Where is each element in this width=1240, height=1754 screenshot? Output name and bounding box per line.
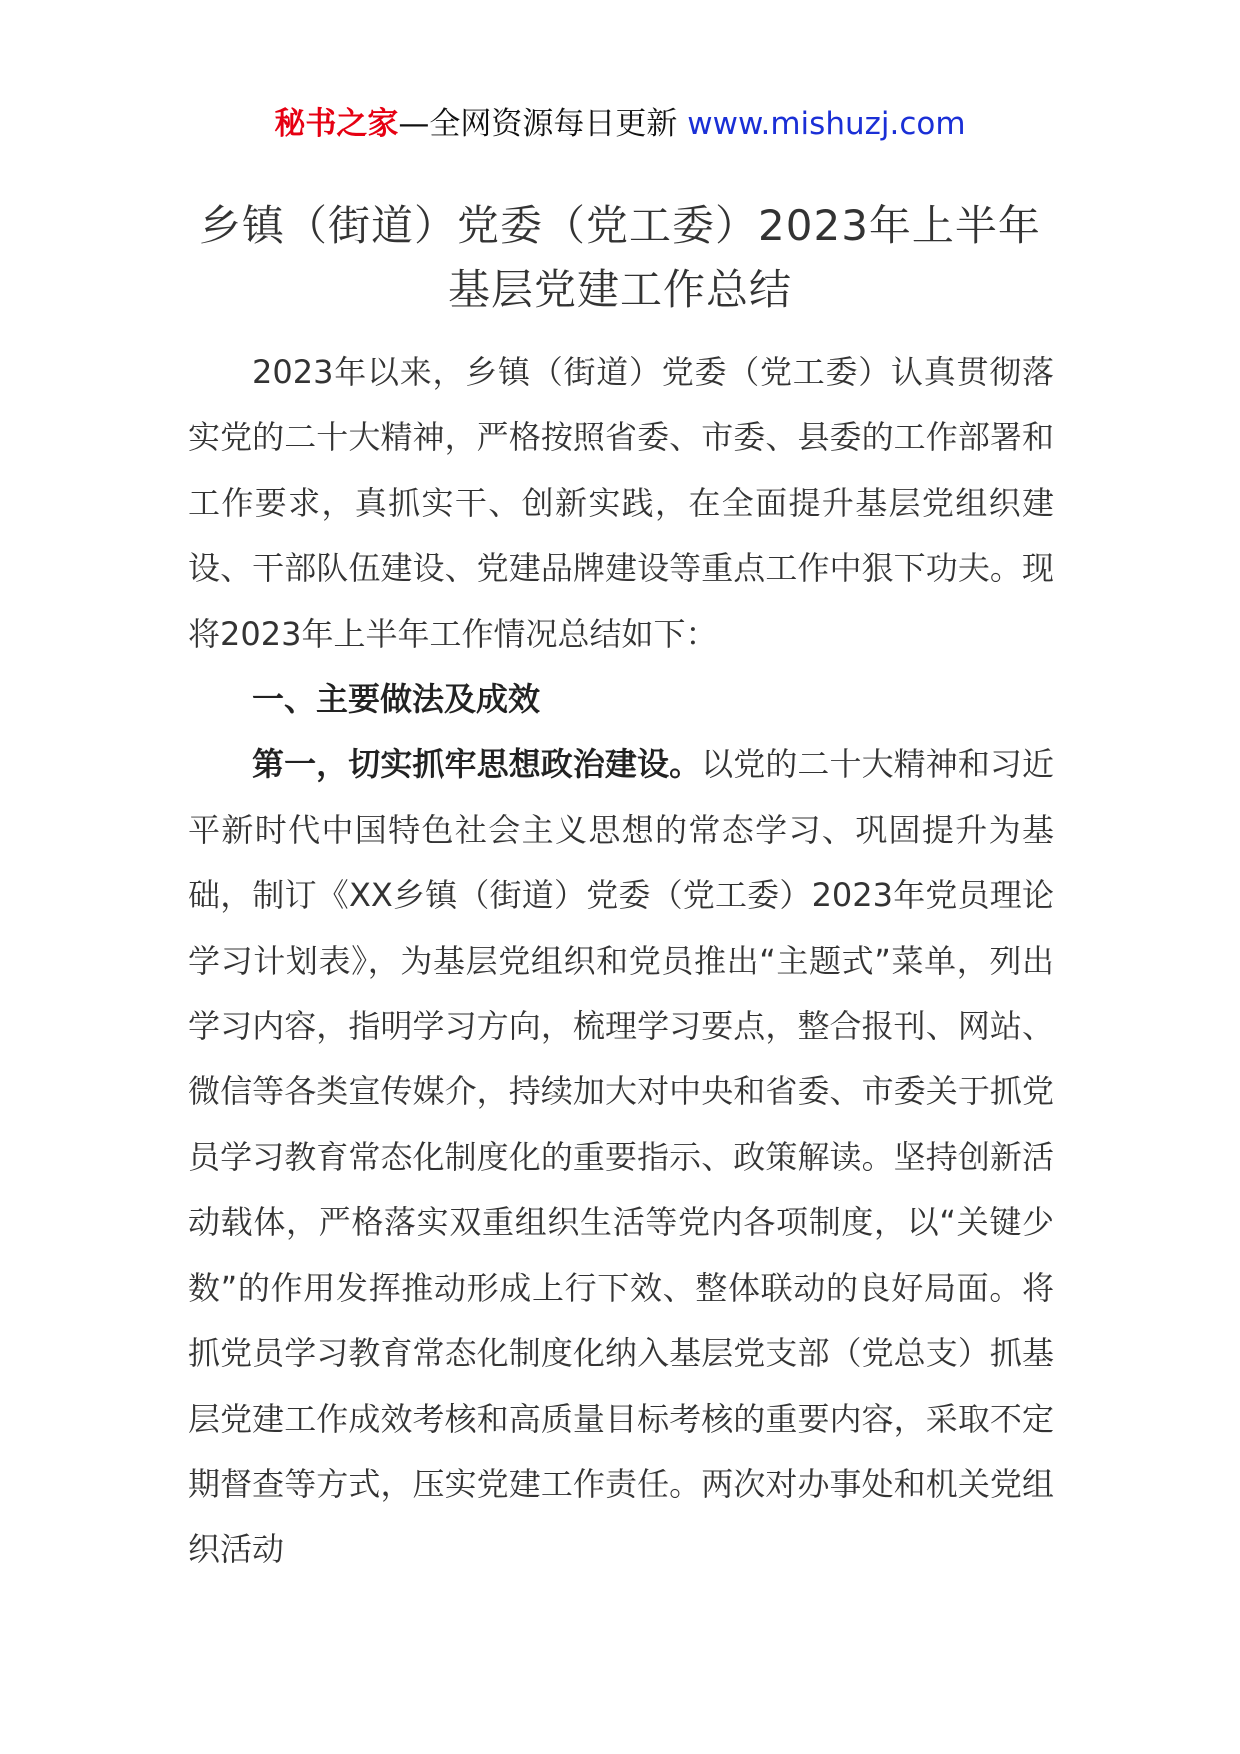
document-title: 乡镇（街道）党委（党工委）2023年上半年基层党建工作总结 <box>199 201 1041 314</box>
item-lead: 第一，切实抓牢思想政治建设。 <box>252 745 702 784</box>
item-body: 以党的二十大精神和习近平新时代中国特色社会主义思想的常态学习、巩固提升为基础，制订《XX乡镇（街道）党委（党工委）2023年党员理论学习计划表》，为基层党组织和党员推出“主题式”菜单，列出学习内容，指明学习方向，梳理学习要点，整合报刊、网站、微信等各类宣传媒介，持续加大对中央和省委、市委关于抓党员学习教育常态化制度化的重要指示、政策解读。坚持创新活动载体，严格落实双重组织生活等党内各项制度，以“关键少数”的作用发挥推动形成上行下效、整体联动的良好局面。将抓党员学习教育常态化制度化纳入基层党支部（党总支）抓基层党建工作成效考核和高质量目标考核的重要内容，采取不定期督查等方式，压实党建工作责任。两次对办事处和机关党组织活动 <box>188 745 1054 1569</box>
section-heading: 一、主要做法及成效 <box>252 680 541 719</box>
brand-name: 秘书之家 <box>274 106 399 142</box>
intro-paragraph: 2023年以来，乡镇（街道）党委（党工委）认真贯彻落实党的二十大精神，严格按照省委、市委、县委的工作部署和工作要求，真抓实干、创新实践，在全面提升基层党组织建设、干部队伍建设、党建品牌建设等重点工作中狠下功夫。现将2023年上半年工作情况总结如下： <box>188 353 1054 653</box>
header-tagline: —全网资源每日更新 <box>398 106 678 142</box>
item-paragraph <box>188 732 1054 1582</box>
website-link[interactable]: www.mishuzj.com <box>687 106 966 142</box>
document-body <box>188 340 1054 1583</box>
page-header <box>0 100 1240 148</box>
